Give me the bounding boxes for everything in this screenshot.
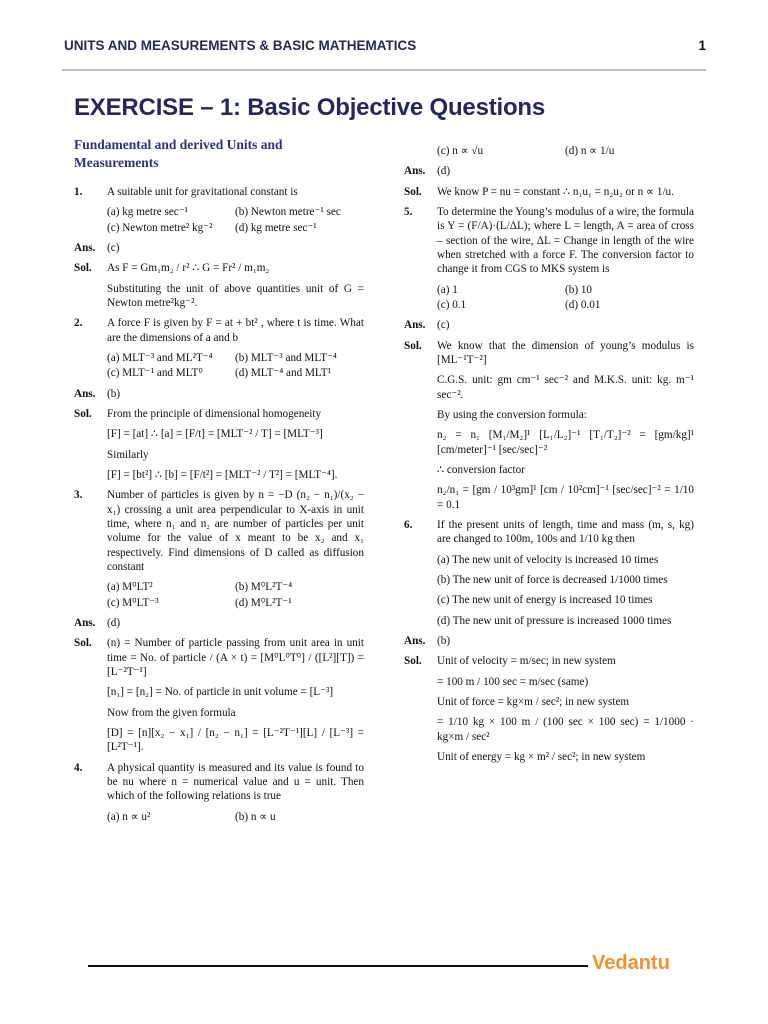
answer-options	[107, 810, 364, 824]
question-line	[404, 750, 694, 764]
question-line	[74, 282, 364, 311]
line-text: (d)	[437, 165, 451, 178]
line-label: Sol.	[74, 408, 92, 421]
left-question-list	[74, 185, 364, 824]
line-label	[74, 448, 107, 462]
header-divider	[62, 69, 706, 71]
option-item: (a) 1	[437, 283, 458, 296]
option-item: (c) Newton metre² kg⁻²	[107, 221, 213, 234]
footer-divider	[88, 965, 588, 967]
question-line	[74, 261, 364, 275]
line-label	[404, 715, 437, 744]
line-label	[404, 593, 437, 607]
question-line	[74, 685, 364, 699]
line-text: n₂/n₁ = [gm / 10³gm]¹ [cm / 10²cm]⁻¹ [sec/sec]⁻² = 1/10 = 0.1	[437, 484, 694, 511]
line-text: We know P = nu = constant ∴ n₁u₁ = n₂u₂ or n ∝ 1/u.	[437, 185, 674, 198]
line-text: (c) The new unit of energy is increased 10 times	[437, 594, 653, 607]
line-text: A physical quantity is measured and its value is found to be nu where n = numerical value and u = unit. Then which of the following relations is true	[107, 761, 364, 803]
question-line	[404, 593, 694, 607]
question-line	[404, 675, 694, 689]
line-text: = 1/10 kg × 100 m / (100 sec × 100 sec) = 1/1000 · kg×m / sec²	[437, 716, 694, 743]
answer-options	[437, 144, 694, 158]
question-line	[404, 428, 694, 457]
question-line	[404, 553, 694, 567]
line-label	[404, 695, 437, 709]
option-item: (c) n ∝ √u	[437, 145, 484, 157]
line-text: Unit of force = kg×m / sec²; in new system	[437, 695, 630, 708]
vedantu-logo: Vedantu	[592, 952, 670, 974]
question-line	[404, 518, 694, 547]
question-line	[74, 706, 364, 720]
line-text: n₂ = n₁ [M₁/M₂]¹ [L₁/L₂]⁻¹ [T₁/T₂]⁻² = [gm/kg]¹ [cm/meter]⁻¹ [sec/sec]⁻²	[437, 429, 694, 456]
line-label	[404, 675, 437, 689]
question-line	[404, 483, 694, 512]
option-item: (d) 0.01	[565, 298, 601, 311]
question-line	[404, 185, 694, 199]
line-text: A suitable unit for gravitational constant is	[107, 186, 298, 199]
question-line	[404, 715, 694, 744]
line-label	[74, 685, 107, 699]
line-label: 6.	[404, 518, 413, 531]
option-item: (d) n ∝ 1/u	[565, 145, 615, 157]
option-item: (a) MLT⁻³ and ML²T⁻⁴	[107, 352, 213, 365]
question-line	[404, 164, 694, 178]
line-label: Ans.	[404, 634, 426, 647]
line-text: C.G.S. unit: gm cm⁻¹ sec⁻² and M.K.S. unit: kg. m⁻¹ sec⁻².	[437, 374, 694, 401]
question-line	[404, 318, 694, 332]
answer-options	[437, 283, 694, 313]
line-label: 4.	[74, 761, 83, 774]
line-text: (a) The new unit of velocity is increased 10 times	[437, 553, 659, 566]
question-line	[74, 427, 364, 441]
line-text: Substituting the unit of above quantities unit of G = Newton metre²kg⁻².	[107, 282, 364, 310]
line-text: Unit of energy = kg × m² / sec²; in new system	[437, 750, 646, 763]
line-label: Sol.	[404, 655, 422, 668]
line-label: Ans.	[404, 165, 426, 178]
line-text: We know that the dimension of young’s modulus is [ML⁻¹T⁻²]	[437, 339, 694, 366]
option-item: (c) M⁰LT⁻³	[107, 596, 159, 609]
line-text: (d)	[107, 616, 121, 629]
question-line	[404, 573, 694, 587]
line-label: 3.	[74, 489, 83, 502]
line-label	[74, 427, 107, 441]
question-line	[404, 463, 694, 477]
line-text: A force F is given by F = at + bt² , where t is time. What are the dimensions of a and b	[107, 317, 364, 344]
option-item: (b) MLT⁻³ and MLT⁻⁴	[235, 352, 337, 365]
line-label	[404, 408, 437, 422]
line-text: [F] = [at] ∴ [a] = [F/t] = [MLT⁻² / T] = [MLT⁻³]	[107, 428, 323, 441]
line-text: From the principle of dimensional homogeneity	[107, 408, 322, 421]
line-label	[404, 614, 437, 628]
line-label	[74, 468, 107, 482]
line-label: Ans.	[74, 616, 96, 629]
line-text: (n) = Number of particle passing from unit area in unit time = No. of particle / (A × t) = [M⁰L⁰T⁰] / ([L²][T]) = [L⁻²T⁻¹]	[107, 637, 364, 678]
running-header	[64, 38, 706, 58]
line-label	[74, 706, 107, 720]
line-label	[404, 553, 437, 567]
line-text: Number of particles is given by n = −D (n₂ − n₁)/(x₂ − x₁) crossing a unit area perpendicular to X-axis in unit time, where n₁ and n₂ are number of particles per unit volume for the value of x meant to be x₂ and x₁ respectively. Find dimensions of D called as diffusion constant	[107, 489, 364, 573]
right-column	[404, 144, 694, 770]
question-line	[74, 387, 364, 401]
question-line	[74, 468, 364, 482]
line-text: Unit of velocity = m/sec; in new system	[437, 655, 616, 668]
line-label: Sol.	[74, 637, 92, 650]
chapter-title: UNITS AND MEASUREMENTS & BASIC MATHEMATICS	[64, 38, 417, 53]
line-label: Sol.	[74, 262, 92, 275]
line-text: (b)	[107, 387, 121, 400]
line-label: Sol.	[404, 185, 422, 198]
line-text: [n₁] = [n₂] = No. of particle in unit volume = [L⁻³]	[107, 686, 334, 699]
question-line	[404, 634, 694, 648]
exercise-title: EXERCISE – 1: Basic Objective Questions	[74, 94, 546, 121]
line-label: 2.	[74, 317, 83, 330]
option-item: (a) n ∝ u²	[107, 810, 151, 823]
question-line	[404, 339, 694, 368]
line-label	[404, 483, 437, 512]
line-text: By using the conversion formula:	[437, 408, 587, 421]
answer-options	[107, 580, 364, 610]
line-label: Ans.	[404, 319, 426, 332]
option-item: (b) Newton metre⁻¹ sec	[235, 206, 341, 219]
line-label	[404, 428, 437, 457]
option-item: (c) MLT⁻¹ and MLT⁰	[107, 367, 203, 380]
line-text: Now from the given formula	[107, 706, 236, 719]
line-text: [F] = [bt²] ∴ [b] = [F/t²] = [MLT⁻² / T²] = [MLT⁻⁴].	[107, 469, 338, 482]
line-label	[404, 463, 437, 477]
line-label: 5.	[404, 205, 413, 218]
question-line	[74, 726, 364, 755]
question-line	[74, 636, 364, 679]
line-text: (b) The new unit of force is decreased 1/1000 times	[437, 573, 668, 586]
answer-options	[107, 351, 364, 381]
line-text: As F = Gm₁m₂ / r² ∴ G = Fr² / m₁m₂	[107, 262, 270, 275]
line-text: (d) The new unit of pressure is increased 1000 times	[437, 614, 672, 627]
line-label: Ans.	[74, 387, 96, 400]
option-item: (a) kg metre sec⁻¹	[107, 206, 189, 219]
line-text: (b)	[437, 634, 451, 647]
question-line	[404, 373, 694, 402]
option-item: (d) MLT⁻⁴ and MLT¹	[235, 367, 331, 380]
line-label	[74, 282, 107, 311]
question-line	[74, 761, 364, 804]
option-item: (a) M⁰LT²	[107, 581, 153, 594]
line-text: Similarly	[107, 448, 149, 461]
question-line	[74, 616, 364, 630]
line-label: 1.	[74, 186, 83, 199]
line-label	[404, 750, 437, 764]
option-item: (c) 0.1	[437, 298, 467, 311]
right-question-list	[404, 144, 694, 764]
line-text: [D] = [n][x₂ − x₁] / [n₂ − n₁] = [L⁻²T⁻¹][L] / [L⁻³] = [L²T⁻¹].	[107, 726, 364, 754]
line-label	[404, 573, 437, 587]
line-text: To determine the Young’s modulus of a wire, the formula is Y = (F/A)·(L/ΔL); where L = length, A = area of cross – section of the wire, ΔL = Change in length of the wire when stretched with a force F. The conversion factor to change it from CGS to MKS system is	[437, 205, 694, 276]
question-line	[74, 316, 364, 345]
question-line	[404, 614, 694, 628]
line-label	[74, 726, 107, 755]
line-text: If the present units of length, time and mass (m, s, kg) are changed to 100m, 100s and 1/10 kg then	[437, 518, 694, 546]
question-line	[74, 407, 364, 421]
question-line	[74, 185, 364, 199]
page-number: 1	[698, 38, 706, 53]
line-text: ∴ conversion factor	[437, 463, 525, 476]
option-item: (d) M⁰L²T⁻¹	[235, 596, 292, 609]
option-item: (b) n ∝ u	[235, 810, 276, 823]
question-line	[74, 448, 364, 462]
option-item: (b) 10	[565, 283, 593, 296]
question-line	[404, 408, 694, 422]
line-label: Ans.	[74, 242, 96, 255]
line-label	[404, 373, 437, 402]
question-line	[74, 488, 364, 574]
left-column	[74, 136, 364, 830]
line-text: = 100 m / 100 sec = m/sec (same)	[437, 675, 589, 688]
line-label: Sol.	[404, 339, 422, 352]
option-item: (d) kg metre sec⁻¹	[235, 221, 317, 234]
answer-options	[107, 205, 364, 235]
question-line	[404, 205, 694, 277]
option-item: (b) M⁰L²T⁻⁴	[235, 581, 293, 594]
question-line	[404, 654, 694, 668]
line-text: (c)	[107, 242, 120, 255]
question-line	[74, 241, 364, 255]
question-line	[404, 695, 694, 709]
section-heading: Fundamental and derived Units and Measurements	[74, 137, 283, 170]
line-text: (c)	[437, 319, 450, 332]
